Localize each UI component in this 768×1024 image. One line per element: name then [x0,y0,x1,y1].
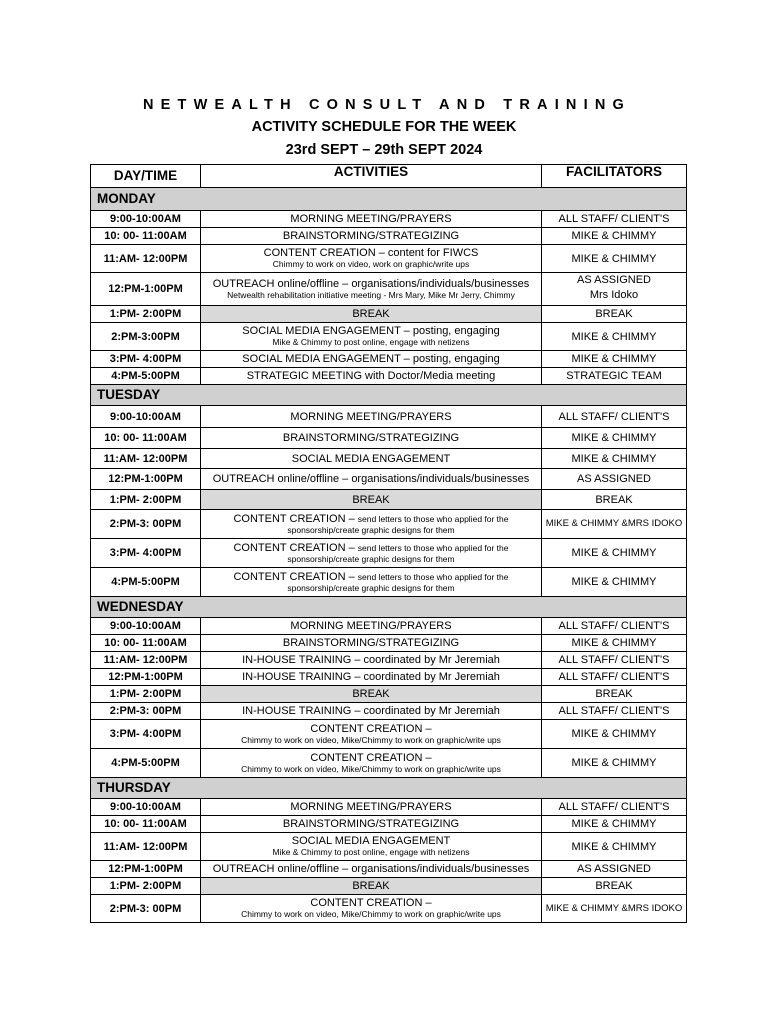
time-cell: 4:PM-5:00PM [91,568,201,597]
table-row [91,510,687,539]
facilitator-extra: Mrs Idoko [589,289,639,301]
time-cell: 2:PM-3: 00PM [91,510,201,539]
col-header-facilitators: FACILITATORS [542,165,687,188]
activity-detail-inline: send letters to those who applied for the [357,513,509,524]
facilitator-cell: MIKE & CHIMMY [542,539,687,568]
time-cell: 1:PM- 2:00PM [91,306,201,323]
time-cell: 3:PM- 4:00PM [91,351,201,368]
facilitator-cell: AS ASSIGNED [542,469,687,490]
facilitator-cell: ALL STAFF/ CLIENT'S [542,799,687,816]
break-cell: BREAK [201,686,542,703]
activity-main: CONTENT CREATION – [233,512,355,525]
facilitator-cell: ALL STAFF/ CLIENT'S [542,652,687,669]
table-row [91,306,687,323]
activity-detail: Chimmy to work on video, Mike/Chimmy to work on graphic/write ups [241,734,501,745]
facilitator-main: AS ASSIGNED [577,274,651,286]
day-header-monday [91,188,687,211]
time-cell: 9:00-10:00AM [91,618,201,635]
time-cell: 2:PM-3:00PM [91,323,201,351]
activity-main: CONTENT CREATION – [310,751,432,764]
activity-cell: MORNING MEETING/PRAYERS [201,406,542,428]
activity-cell: SOCIAL MEDIA ENGAGEMENT [201,449,542,469]
table-row [91,635,687,652]
table-row [91,211,687,228]
day-label: MONDAY [91,188,687,211]
facilitator-cell: BREAK [542,686,687,703]
facilitator-cell: MIKE & CHIMMY [542,428,687,449]
break-cell: BREAK [201,490,542,510]
table-row [91,669,687,686]
time-cell: 11:AM- 12:00PM [91,833,201,861]
time-cell: 4:PM-5:00PM [91,368,201,385]
table-row [91,652,687,669]
facilitator-cell: ALL STAFF/ CLIENT'S [542,703,687,720]
facilitator-cell [542,273,687,306]
activity-cell [201,323,542,351]
activity-main: CONTENT CREATION – [310,722,432,735]
facilitator-cell: ALL STAFF/ CLIENT'S [542,406,687,428]
activity-detail-inline: send letters to those who applied for the [357,542,509,553]
facilitator-cell: AS ASSIGNED [542,861,687,878]
activity-detail: Netwealth rehabilitation initiative meeting - Mrs Mary, Mike Mr Jerry, Chimmy [227,289,515,300]
time-cell: 9:00-10:00AM [91,799,201,816]
table-row [91,368,687,385]
organization-name: NETWEALTH CONSULT AND TRAINING [143,97,631,113]
activity-cell [201,895,542,923]
time-cell: 1:PM- 2:00PM [91,490,201,510]
activity-cell: OUTREACH online/offline – organisations/individuals/businesses [201,469,542,490]
facilitator-cell: MIKE & CHIMMY [542,635,687,652]
table-row [91,539,687,568]
activity-cell: BRAINSTORMING/STRATEGIZING [201,635,542,652]
time-cell: 2:PM-3: 00PM [91,703,201,720]
day-header-wednesday [91,597,687,618]
activity-cell: BRAINSTORMING/STRATEGIZING [201,816,542,833]
activity-detail: sponsorship/create graphic designs for them [287,553,455,564]
table-row [91,323,687,351]
activity-detail: Chimmy to work on video, Mike/Chimmy to work on graphic/write ups [241,909,501,919]
facilitator-cell: ALL STAFF/ CLIENT'S [542,669,687,686]
time-cell: 2:PM-3: 00PM [91,895,201,923]
activity-main: SOCIAL MEDIA ENGAGEMENT [291,835,451,847]
activity-cell [201,273,542,306]
facilitator-cell: MIKE & CHIMMY [542,568,687,597]
day-label: WEDNESDAY [91,597,687,618]
activity-cell: BRAINSTORMING/STRATEGIZING [201,428,542,449]
table-row [91,490,687,510]
activity-cell [201,833,542,861]
schedule-table [90,164,687,923]
schedule-date-range: 23rd SEPT – 29th SEPT 2024 [285,142,483,158]
col-header-activities: ACTIVITIES [201,165,542,188]
table-row [91,351,687,368]
activity-cell: IN-HOUSE TRAINING – coordinated by Mr Jeremiah [201,652,542,669]
facilitator-cell: MIKE & CHIMMY [542,816,687,833]
facilitator-cell: BREAK [542,490,687,510]
activity-main: CONTENT CREATION – [233,541,355,554]
facilitator-cell: MIKE & CHIMMY [542,245,687,273]
time-cell: 3:PM- 4:00PM [91,720,201,749]
facilitator-cell: MIKE & CHIMMY &MRS IDOKO [542,895,687,923]
table-row [91,469,687,490]
time-cell: 10: 00- 11:00AM [91,635,201,652]
time-cell: 9:00-10:00AM [91,406,201,428]
activity-cell: MORNING MEETING/PRAYERS [201,799,542,816]
time-cell: 12:PM-1:00PM [91,861,201,878]
activity-detail: Mike & Chimmy to post online, engage with netizens [272,847,470,857]
activity-cell [201,245,542,273]
break-cell: BREAK [201,878,542,895]
facilitator-cell: ALL STAFF/ CLIENT'S [542,618,687,635]
time-cell: 11:AM- 12:00PM [91,449,201,469]
facilitator-cell: BREAK [542,878,687,895]
table-row [91,273,687,306]
activity-cell: IN-HOUSE TRAINING – coordinated by Mr Jeremiah [201,703,542,720]
col-header-daytime: DAY/TIME [91,165,201,188]
time-cell: 10: 00- 11:00AM [91,816,201,833]
activity-cell: MORNING MEETING/PRAYERS [201,618,542,635]
activity-cell [201,568,542,597]
facilitator-cell: MIKE & CHIMMY &MRS IDOKO [542,510,687,539]
facilitator-cell: MIKE & CHIMMY [542,720,687,749]
activity-detail-inline: send letters to those who applied for the [357,571,509,582]
facilitator-cell: BREAK [542,306,687,323]
time-cell: 12:PM-1:00PM [91,273,201,306]
time-cell: 10: 00- 11:00AM [91,228,201,245]
activity-detail: Chimmy to work on video, work on graphic/write ups [272,259,470,269]
time-cell: 10: 00- 11:00AM [91,428,201,449]
table-row [91,878,687,895]
table-row [91,799,687,816]
activity-cell [201,510,542,539]
day-label: THURSDAY [91,778,687,799]
time-cell: 4:PM-5:00PM [91,749,201,778]
activity-main: OUTREACH online/offline – organisations/individuals/businesses [212,277,530,290]
break-cell: BREAK [201,306,542,323]
activity-cell [201,749,542,778]
time-cell: 1:PM- 2:00PM [91,686,201,703]
facilitator-cell: MIKE & CHIMMY [542,228,687,245]
table-header-row [91,165,687,188]
time-cell: 12:PM-1:00PM [91,669,201,686]
facilitator-cell: STRATEGIC TEAM [542,368,687,385]
time-cell: 1:PM- 2:00PM [91,878,201,895]
facilitator-cell: MIKE & CHIMMY [542,351,687,368]
facilitator-cell: MIKE & CHIMMY [542,323,687,351]
table-row [91,686,687,703]
activity-detail: sponsorship/create graphic designs for them [287,582,455,593]
table-row [91,245,687,273]
activity-cell: IN-HOUSE TRAINING – coordinated by Mr Jeremiah [201,669,542,686]
activity-cell [201,720,542,749]
activity-main: CONTENT CREATION – content for FIWCS [263,247,479,259]
activity-detail: Mike & Chimmy to post online, engage with netizens [272,337,470,347]
day-header-tuesday [91,385,687,406]
table-row [91,406,687,428]
activity-cell: SOCIAL MEDIA ENGAGEMENT – posting, engaging [201,351,542,368]
time-cell: 9:00-10:00AM [91,211,201,228]
table-row [91,861,687,878]
activity-main: CONTENT CREATION – [233,570,355,583]
facilitator-cell: MIKE & CHIMMY [542,749,687,778]
time-cell: 11:AM- 12:00PM [91,652,201,669]
document-header [0,94,768,161]
activity-cell: MORNING MEETING/PRAYERS [201,211,542,228]
schedule-title: ACTIVITY SCHEDULE FOR THE WEEK [251,119,517,135]
time-cell: 12:PM-1:00PM [91,469,201,490]
activity-cell: BRAINSTORMING/STRATEGIZING [201,228,542,245]
table-row [91,449,687,469]
activity-main: CONTENT CREATION – [310,897,432,909]
time-cell: 11:AM- 12:00PM [91,245,201,273]
activity-main: SOCIAL MEDIA ENGAGEMENT – posting, engaging [242,325,500,337]
table-row [91,720,687,749]
time-cell: 3:PM- 4:00PM [91,539,201,568]
facilitator-cell: ALL STAFF/ CLIENT'S [542,211,687,228]
activity-detail: Chimmy to work on video, Mike/Chimmy to work on graphic/write ups [241,763,501,774]
table-row [91,228,687,245]
activity-detail: sponsorship/create graphic designs for them [287,524,455,535]
table-row [91,703,687,720]
table-row [91,568,687,597]
table-row [91,895,687,923]
facilitator-cell: MIKE & CHIMMY [542,833,687,861]
day-label: TUESDAY [91,385,687,406]
activity-cell: STRATEGIC MEETING with Doctor/Media meeting [201,368,542,385]
table-row [91,749,687,778]
table-row [91,618,687,635]
table-row [91,428,687,449]
day-header-thursday [91,778,687,799]
table-row [91,833,687,861]
activity-cell: OUTREACH online/offline – organisations/individuals/businesses [201,861,542,878]
table-row [91,816,687,833]
activity-cell [201,539,542,568]
facilitator-cell: MIKE & CHIMMY [542,449,687,469]
